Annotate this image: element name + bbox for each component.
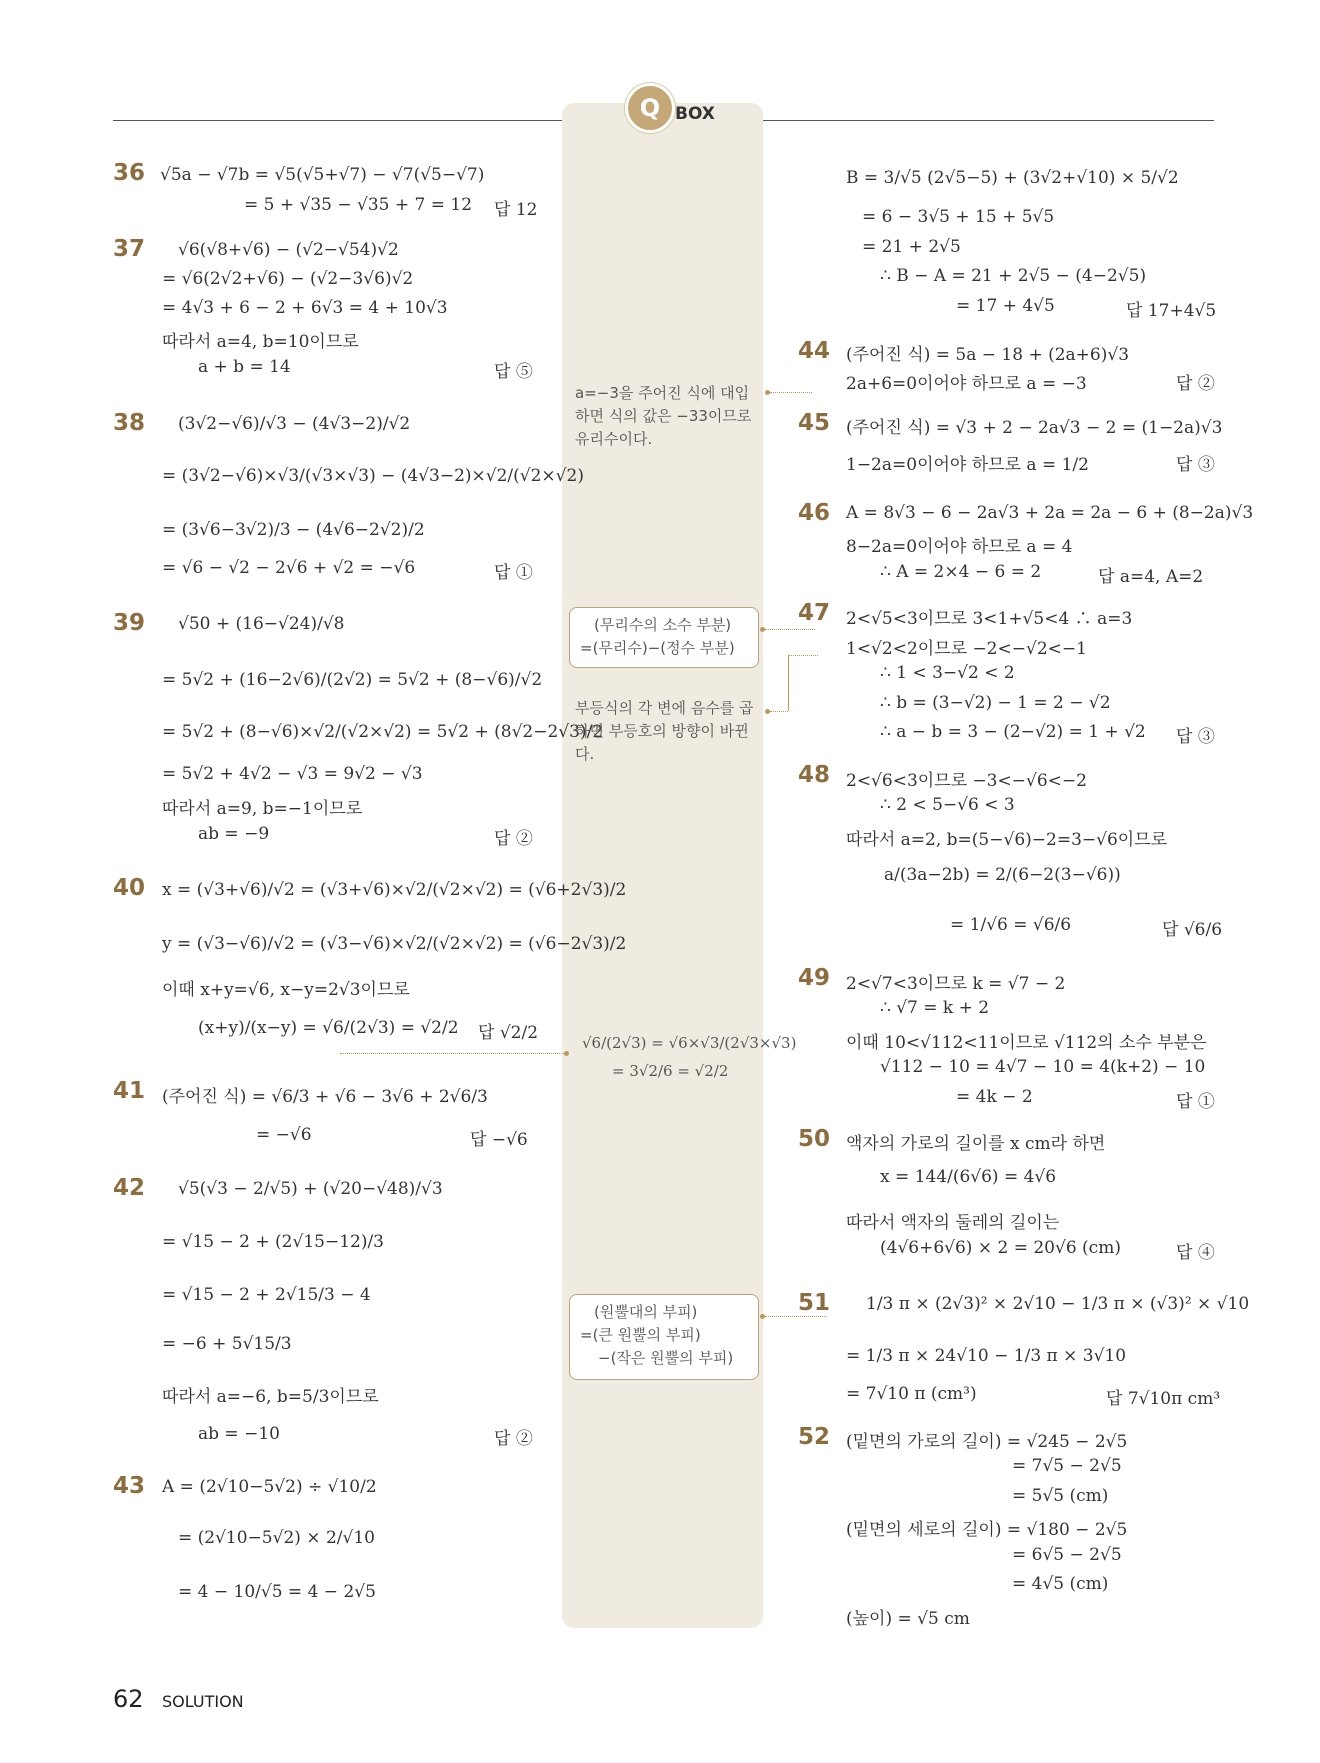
p48-line-1: 2<√6<3이므로 −3<−√6<−2 xyxy=(846,771,1087,791)
problem-number-43: 43 xyxy=(113,1473,146,1499)
p38-line-4: = √6 − √2 − 2√6 + √2 = −√6 xyxy=(162,558,416,578)
qbox-column xyxy=(562,103,763,1628)
p42-line-1: √5(√3 − 2/√5) + (√20−√48)/√3 xyxy=(178,1179,443,1199)
p47-line-1: 2<√5<3이므로 3<1+√5<4 ∴ a=3 xyxy=(846,609,1133,629)
p49-answer: 답 ① xyxy=(1176,1092,1215,1112)
p51-line-2: = 1/3 π × 24√10 − 1/3 π × 3√10 xyxy=(846,1346,1127,1366)
p42-line-3: = √15 − 2 + 2√15/3 − 4 xyxy=(162,1285,371,1305)
p36-line-2: = 5 + √35 − √35 + 7 = 12 xyxy=(244,195,473,215)
problem-number-48: 48 xyxy=(798,762,831,788)
leader-line-51 xyxy=(765,1316,827,1317)
problem-number-49: 49 xyxy=(798,965,831,991)
p48-line-3: 따라서 a=2, b=(5−√6)−2=3−√6이므로 xyxy=(846,830,1168,850)
p51-line-1: 1/3 π × (2√3)² × 2√10 − 1/3 π × (√3)² × √10 xyxy=(866,1294,1250,1314)
problem-number-41: 41 xyxy=(113,1078,146,1104)
p42-line-6: ab = −10 xyxy=(198,1424,280,1444)
p38-line-2: = (3√2−√6)×√3/(√3×√3) − (4√3−2)×√2/(√2×√2) xyxy=(162,466,584,486)
p40-line-1: x = (√3+√6)/√2 = (√3+√6)×√2/(√2×√2) = (√6+2√3)/2 xyxy=(162,880,627,900)
p48-line-4: a/(3a−2b) = 2/(6−2(3−√6)) xyxy=(884,865,1121,885)
leader-line-47a xyxy=(765,629,815,630)
p42-line-5: 따라서 a=−6, b=5/3이므로 xyxy=(162,1387,379,1407)
p40-line-3: 이때 x+y=√6, x−y=2√3이므로 xyxy=(162,980,410,1000)
p44-answer: 답 ② xyxy=(1176,374,1215,394)
leader-line-40 xyxy=(340,1053,564,1054)
qbox-note-47a-line-2: =(무리수)−(정수 부분) xyxy=(580,639,735,657)
p52-line-4: (밑면의 세로의 길이) = √180 − 2√5 xyxy=(846,1520,1128,1540)
p52-line-5: = 6√5 − 2√5 xyxy=(1012,1545,1122,1565)
p40-answer: 답 √2/2 xyxy=(478,1023,539,1043)
qbox-note-47a-line-1: (무리수의 소수 부분) xyxy=(594,616,732,634)
problem-number-44: 44 xyxy=(798,338,831,364)
p40-line-4: (x+y)/(x−y) = √6/(2√3) = √2/2 xyxy=(198,1018,459,1038)
p52-line-6: = 4√5 (cm) xyxy=(1012,1574,1109,1594)
p38-line-3: = (3√6−3√2)/3 − (4√6−2√2)/2 xyxy=(162,520,425,540)
box-label: BOX xyxy=(675,104,715,124)
p43b-line-4: ∴ B − A = 21 + 2√5 − (4−2√5) xyxy=(880,266,1147,286)
problem-number-37: 37 xyxy=(113,236,146,262)
p48-line-2: ∴ 2 < 5−√6 < 3 xyxy=(880,795,1015,815)
qbox-note-40-line-2: = 3√2/6 = √2/2 xyxy=(612,1062,729,1080)
qbox-note-47b: 부등식의 각 변에 음수를 곱하면 부등호의 방향이 바뀐다. xyxy=(575,699,754,763)
p40-line-2: y = (√3−√6)/√2 = (√3−√6)×√2/(√2×√2) = (√6−2√3)/2 xyxy=(162,934,627,954)
leader-line-47b-top xyxy=(788,655,818,656)
p49-line-3: 이때 10<√112<11이므로 √112의 소수 부분은 xyxy=(846,1033,1207,1053)
p43b-line-2: = 6 − 3√5 + 15 + 5√5 xyxy=(862,207,1055,227)
problem-number-45: 45 xyxy=(798,410,831,436)
p44-line-1: (주어진 식) = 5a − 18 + (2a+6)√3 xyxy=(846,345,1130,365)
p49-line-2: ∴ √7 = k + 2 xyxy=(880,998,990,1018)
page-number: 62 xyxy=(113,1685,144,1713)
p50-line-1: 액자의 가로의 길이를 x cm라 하면 xyxy=(846,1134,1106,1154)
p50-line-4: (4√6+6√6) × 2 = 20√6 (cm) xyxy=(880,1238,1121,1258)
qbox-note-44: a=−3을 주어진 식에 대입하면 식의 값은 −33이므로 유리수이다. xyxy=(575,384,752,448)
p43b-line-5: = 17 + 4√5 xyxy=(956,296,1055,316)
p36-line-1: √5a − √7b = √5(√5+√7) − √7(√5−√7) xyxy=(160,165,485,185)
p36-answer: 답 12 xyxy=(494,200,538,220)
p49-line-4: √112 − 10 = 4√7 − 10 = 4(k+2) − 10 xyxy=(880,1057,1206,1077)
p43b-answer: 답 17+4√5 xyxy=(1126,301,1217,321)
leader-line-47b-h xyxy=(770,711,788,712)
p39-line-6: ab = −9 xyxy=(198,824,270,844)
p39-line-5: 따라서 a=9, b=−1이므로 xyxy=(162,799,363,819)
p43b-line-3: = 21 + 2√5 xyxy=(862,237,961,257)
qbox-note-51-line-2: =(큰 원뿔의 부피) xyxy=(580,1326,701,1344)
p37-line-5: a + b = 14 xyxy=(198,357,291,377)
problem-number-47: 47 xyxy=(798,600,831,626)
problem-number-38: 38 xyxy=(113,410,146,436)
p43b-line-1: B = 3/√5 (2√5−5) + (3√2+√10) × 5/√2 xyxy=(846,168,1179,188)
qbox-note-51-line-3: −(작은 원뿔의 부피) xyxy=(598,1349,734,1367)
q-badge-letter: Q xyxy=(639,94,661,122)
p51-line-3: = 7√10 π (cm³) xyxy=(846,1384,977,1404)
p37-line-4: 따라서 a=4, b=10이므로 xyxy=(162,332,359,352)
p44-line-2: 2a+6=0이어야 하므로 a = −3 xyxy=(846,374,1087,394)
p46-line-3: ∴ A = 2×4 − 6 = 2 xyxy=(880,562,1042,582)
problem-number-46: 46 xyxy=(798,500,831,526)
p48-line-5: = 1/√6 = √6/6 xyxy=(950,915,1072,935)
p41-line-1: (주어진 식) = √6/3 + √6 − 3√6 + 2√6/3 xyxy=(162,1087,488,1107)
problem-number-50: 50 xyxy=(798,1126,831,1152)
p37-line-2: = √6(2√2+√6) − (√2−3√6)√2 xyxy=(162,269,414,289)
leader-line-47b-v xyxy=(788,655,789,711)
p47-line-3: ∴ 1 < 3−√2 < 2 xyxy=(880,663,1015,683)
qbox-note-51-line-1: (원뿔대의 부피) xyxy=(594,1303,698,1321)
p43-line-1: A = (2√10−5√2) ÷ √10/2 xyxy=(162,1477,377,1497)
p51-answer: 답 7√10π cm³ xyxy=(1106,1389,1221,1409)
p42-answer: 답 ② xyxy=(494,1429,533,1449)
q-badge-icon xyxy=(625,83,675,133)
problem-number-52: 52 xyxy=(798,1424,831,1450)
p50-line-2: x = 144/(6√6) = 4√6 xyxy=(880,1167,1057,1187)
problem-number-42: 42 xyxy=(113,1175,146,1201)
p47-line-2: 1<√2<2이므로 −2<−√2<−1 xyxy=(846,639,1087,659)
p41-answer: 답 −√6 xyxy=(470,1130,528,1150)
p39-line-2: = 5√2 + (16−2√6)/(2√2) = 5√2 + (8−√6)/√2 xyxy=(162,670,543,690)
p39-answer: 답 ② xyxy=(494,829,533,849)
p46-line-1: A = 8√3 − 6 − 2a√3 + 2a = 2a − 6 + (8−2a)√3 xyxy=(846,503,1254,523)
p49-line-1: 2<√7<3이므로 k = √7 − 2 xyxy=(846,974,1066,994)
p52-line-7: (높이) = √5 cm xyxy=(846,1609,970,1629)
p38-answer: 답 ① xyxy=(494,563,533,583)
problem-number-51: 51 xyxy=(798,1290,831,1316)
p48-answer: 답 √6/6 xyxy=(1162,920,1223,940)
p47-line-5: ∴ a − b = 3 − (2−√2) = 1 + √2 xyxy=(880,722,1146,742)
qbox-note-51 xyxy=(569,1294,759,1380)
leader-dot xyxy=(564,1051,569,1056)
leader-line-44 xyxy=(770,392,812,393)
qbox-note-40-line-1: √6/(2√3) = √6×√3/(2√3×√3) xyxy=(582,1034,797,1052)
p46-line-2: 8−2a=0이어야 하므로 a = 4 xyxy=(846,537,1073,557)
p38-line-1: (3√2−√6)/√3 − (4√3−2)/√2 xyxy=(178,414,411,434)
p37-line-1: √6(√8+√6) − (√2−√54)√2 xyxy=(178,240,399,260)
p50-line-3: 따라서 액자의 둘레의 길이는 xyxy=(846,1213,1060,1233)
p43-line-3: = 4 − 10/√5 = 4 − 2√5 xyxy=(178,1582,376,1602)
p52-line-3: = 5√5 (cm) xyxy=(1012,1486,1109,1506)
p43-line-2: = (2√10−5√2) × 2/√10 xyxy=(178,1528,375,1548)
problem-number-36: 36 xyxy=(113,160,146,186)
p47-answer: 답 ③ xyxy=(1176,727,1215,747)
problem-number-40: 40 xyxy=(113,875,146,901)
p39-line-1: √50 + (16−√24)/√8 xyxy=(178,614,345,634)
p37-line-3: = 4√3 + 6 − 2 + 6√3 = 4 + 10√3 xyxy=(162,298,448,318)
p42-line-4: = −6 + 5√15/3 xyxy=(162,1334,292,1354)
p46-answer: 답 a=4, A=2 xyxy=(1098,567,1204,587)
problem-number-39: 39 xyxy=(113,610,146,636)
p39-line-4: = 5√2 + 4√2 − √3 = 9√2 − √3 xyxy=(162,764,423,784)
p52-line-2: = 7√5 − 2√5 xyxy=(1012,1456,1122,1476)
p45-line-2: 1−2a=0이어야 하므로 a = 1/2 xyxy=(846,455,1089,475)
p47-line-4: ∴ b = (3−√2) − 1 = 2 − √2 xyxy=(880,693,1111,713)
p52-line-1: (밑면의 가로의 길이) = √245 − 2√5 xyxy=(846,1432,1128,1452)
p41-line-2: = −√6 xyxy=(256,1125,312,1145)
section-label: SOLUTION xyxy=(162,1692,244,1711)
p42-line-2: = √15 − 2 + (2√15−12)/3 xyxy=(162,1232,384,1252)
p50-answer: 답 ④ xyxy=(1176,1243,1215,1263)
p45-line-1: (주어진 식) = √3 + 2 − 2a√3 − 2 = (1−2a)√3 xyxy=(846,418,1223,438)
p49-line-5: = 4k − 2 xyxy=(956,1087,1033,1107)
p37-answer: 답 ⑤ xyxy=(494,362,533,382)
p45-answer: 답 ③ xyxy=(1176,455,1215,475)
p39-line-3: = 5√2 + (8−√6)×√2/(√2×√2) = 5√2 + (8√2−2√3)/2 xyxy=(162,722,604,742)
qbox-note-47a xyxy=(569,607,759,668)
